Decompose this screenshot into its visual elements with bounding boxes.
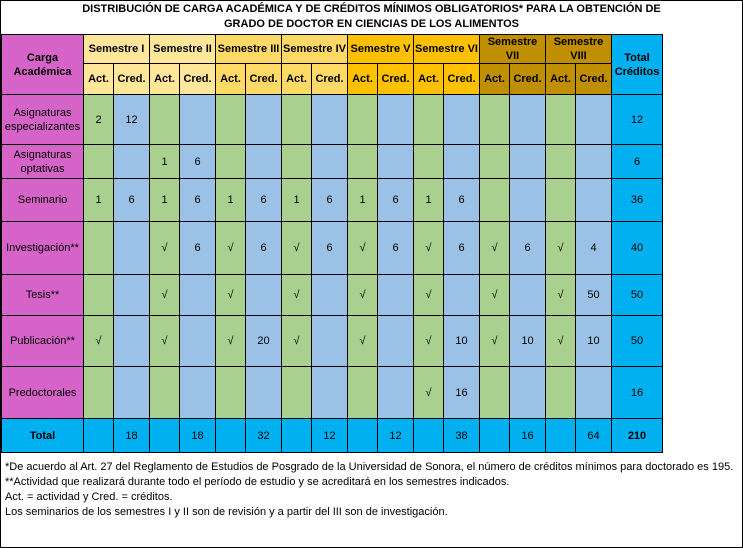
cred-cell: 6 — [246, 179, 282, 222]
row-label: Asignaturas especializantes — [2, 95, 84, 145]
cred-cell: 4 — [576, 222, 612, 275]
cred-cell: 6 — [444, 222, 480, 275]
footnote-2: **Actividad que realizará durante todo el período de estudio y se acreditará en los semestres indicados. — [5, 476, 510, 488]
act-cell: 2 — [84, 95, 114, 145]
row-total: 50 — [612, 316, 663, 367]
cred-cell — [312, 95, 348, 145]
row-total: 36 — [612, 179, 663, 222]
act-cell: √ — [348, 316, 378, 367]
cred-cell — [378, 316, 414, 367]
cred-cell — [114, 367, 150, 419]
act-cell — [414, 145, 444, 179]
cred-cell — [576, 145, 612, 179]
act-cell — [216, 95, 246, 145]
cred-cell — [378, 95, 414, 145]
row-total: 16 — [612, 367, 663, 419]
row-label: Tesis** — [2, 275, 84, 316]
header-cred: Cred. — [246, 64, 282, 95]
header-semester-1: Semestre I — [84, 35, 150, 64]
table-row — [2, 95, 663, 145]
table-row — [2, 316, 663, 367]
act-cell — [348, 367, 378, 419]
act-cell — [546, 367, 576, 419]
row-total: 210 — [612, 419, 663, 453]
cred-cell: 6 — [312, 179, 348, 222]
cred-cell — [246, 95, 282, 145]
cred-cell: 16 — [510, 419, 546, 453]
cred-cell — [378, 145, 414, 179]
header-cred: Cred. — [180, 64, 216, 95]
cred-cell — [114, 316, 150, 367]
table-row — [2, 179, 663, 222]
header-row-semesters — [2, 35, 663, 64]
act-cell: √ — [414, 316, 444, 367]
act-cell — [282, 95, 312, 145]
act-cell: 1 — [84, 179, 114, 222]
act-cell: √ — [150, 275, 180, 316]
cred-cell — [510, 95, 546, 145]
act-cell — [348, 95, 378, 145]
row-label: Investigación** — [2, 222, 84, 275]
credits-table — [1, 34, 663, 453]
act-cell: √ — [480, 316, 510, 367]
header-semester-6: Semestre VI — [414, 35, 480, 64]
header-act: Act. — [546, 64, 576, 95]
footnotes — [1, 458, 742, 520]
act-cell — [150, 419, 180, 453]
cred-cell — [444, 95, 480, 145]
cred-cell: 10 — [444, 316, 480, 367]
header-act: Act. — [216, 64, 246, 95]
cred-cell: 18 — [180, 419, 216, 453]
cred-cell: 50 — [576, 275, 612, 316]
act-cell — [480, 179, 510, 222]
header-semester-5: Semestre V — [348, 35, 414, 64]
cred-cell — [510, 367, 546, 419]
act-cell: 1 — [282, 179, 312, 222]
cred-cell — [510, 275, 546, 316]
cred-cell — [114, 222, 150, 275]
act-cell — [84, 222, 114, 275]
cred-cell: 38 — [444, 419, 480, 453]
act-cell: 1 — [150, 145, 180, 179]
header-act: Act. — [414, 64, 444, 95]
act-cell — [216, 367, 246, 419]
cred-cell: 12 — [312, 419, 348, 453]
row-label: Asignaturas optativas — [2, 145, 84, 179]
row-total: 50 — [612, 275, 663, 316]
act-cell — [414, 419, 444, 453]
table-row — [2, 367, 663, 419]
act-cell: √ — [480, 275, 510, 316]
cred-cell: 12 — [378, 419, 414, 453]
row-label: Publicación** — [2, 316, 84, 367]
cred-cell — [378, 275, 414, 316]
header-cred: Cred. — [378, 64, 414, 95]
cred-cell — [180, 316, 216, 367]
row-total: 40 — [612, 222, 663, 275]
cred-cell — [180, 367, 216, 419]
cred-cell: 6 — [378, 222, 414, 275]
cred-cell — [312, 275, 348, 316]
act-cell: √ — [414, 222, 444, 275]
act-cell: √ — [546, 316, 576, 367]
cred-cell: 6 — [180, 179, 216, 222]
header-semester-2: Semestre II — [150, 35, 216, 64]
act-cell — [282, 367, 312, 419]
cred-cell — [510, 179, 546, 222]
act-cell — [150, 367, 180, 419]
cred-cell: 18 — [114, 419, 150, 453]
act-cell: √ — [282, 222, 312, 275]
act-cell: 1 — [414, 179, 444, 222]
cred-cell — [510, 145, 546, 179]
header-carga: Carga Académica — [2, 35, 84, 95]
act-cell — [150, 95, 180, 145]
row-label: Seminario — [2, 179, 84, 222]
act-cell — [546, 179, 576, 222]
act-cell — [546, 145, 576, 179]
cred-cell: 6 — [510, 222, 546, 275]
footnote-1: *De acuerdo al Art. 27 del Reglamento de Estudios de Posgrado de la Universidad de Sonora, el número de créditos mínimos para doctorado es 195. — [5, 461, 734, 473]
act-cell — [546, 419, 576, 453]
cred-cell: 6 — [180, 222, 216, 275]
header-cred: Cred. — [114, 64, 150, 95]
header-cred: Cred. — [510, 64, 546, 95]
header-act: Act. — [480, 64, 510, 95]
row-label: Total — [2, 419, 84, 453]
cred-cell — [312, 316, 348, 367]
header-semester-8: Semestre VIII — [546, 35, 612, 64]
cred-cell: 6 — [246, 222, 282, 275]
cred-cell — [576, 95, 612, 145]
header-semester-3: Semestre III — [216, 35, 282, 64]
cred-cell: 10 — [576, 316, 612, 367]
act-cell — [480, 367, 510, 419]
cred-cell — [246, 367, 282, 419]
act-cell — [216, 145, 246, 179]
cred-cell — [378, 367, 414, 419]
act-cell — [282, 419, 312, 453]
act-cell — [480, 95, 510, 145]
header-cred: Cred. — [444, 64, 480, 95]
act-cell — [84, 419, 114, 453]
cred-cell — [114, 275, 150, 316]
act-cell — [216, 419, 246, 453]
cred-cell — [246, 275, 282, 316]
act-cell: √ — [282, 316, 312, 367]
title-line-2: GRADO DE DOCTOR EN CIENCIAS DE LOS ALIMENTOS — [224, 18, 519, 30]
act-cell: √ — [480, 222, 510, 275]
footnote-3: Act. = actividad y Cred. = créditos. — [5, 491, 173, 503]
cred-cell — [246, 145, 282, 179]
table-row — [2, 222, 663, 275]
cred-cell — [576, 367, 612, 419]
act-cell: 1 — [216, 179, 246, 222]
act-cell: √ — [348, 222, 378, 275]
act-cell — [84, 145, 114, 179]
cred-cell: 6 — [114, 179, 150, 222]
cred-cell: 6 — [378, 179, 414, 222]
cred-cell: 10 — [510, 316, 546, 367]
table-row — [2, 275, 663, 316]
table-title — [1, 1, 742, 35]
act-cell — [348, 145, 378, 179]
header-act: Act. — [348, 64, 378, 95]
cred-cell — [180, 275, 216, 316]
header-cred: Cred. — [576, 64, 612, 95]
act-cell: √ — [414, 367, 444, 419]
header-semester-7: Semestre VII — [480, 35, 546, 64]
header-act: Act. — [282, 64, 312, 95]
act-cell: √ — [216, 222, 246, 275]
act-cell: √ — [546, 222, 576, 275]
act-cell: 1 — [150, 179, 180, 222]
cred-cell: 6 — [312, 222, 348, 275]
cred-cell — [114, 145, 150, 179]
cred-cell: 20 — [246, 316, 282, 367]
act-cell — [480, 419, 510, 453]
table-row — [2, 145, 663, 179]
act-cell: √ — [84, 316, 114, 367]
act-cell — [414, 95, 444, 145]
row-total: 12 — [612, 95, 663, 145]
act-cell: √ — [150, 316, 180, 367]
total-row — [2, 419, 663, 453]
cred-cell: 6 — [444, 179, 480, 222]
act-cell — [348, 419, 378, 453]
header-row-act-cred — [2, 64, 663, 95]
act-cell — [282, 145, 312, 179]
cred-cell — [444, 145, 480, 179]
header-semester-4: Semestre IV — [282, 35, 348, 64]
cred-cell: 6 — [180, 145, 216, 179]
act-cell: √ — [216, 316, 246, 367]
title-line-1: DISTRIBUCIÓN DE CARGA ACADÉMICA Y DE CRÉDITOS MÍNIMOS OBLIGATORIOS* PARA LA OBTENCIÓN DE — [82, 3, 661, 15]
act-cell: √ — [282, 275, 312, 316]
row-label: Predoctorales — [2, 367, 84, 419]
act-cell — [84, 275, 114, 316]
header-total: Total Créditos — [612, 35, 663, 95]
cred-cell — [180, 95, 216, 145]
act-cell: √ — [150, 222, 180, 275]
footnote-4: Los seminarios de los semestres I y II son de revisión y a partir del III son de investigación. — [5, 506, 448, 518]
act-cell — [84, 367, 114, 419]
header-act: Act. — [84, 64, 114, 95]
cred-cell — [312, 367, 348, 419]
cred-cell: 12 — [114, 95, 150, 145]
cred-cell: 32 — [246, 419, 282, 453]
cred-cell — [312, 145, 348, 179]
cred-cell — [576, 179, 612, 222]
cred-cell: 16 — [444, 367, 480, 419]
cred-cell — [444, 275, 480, 316]
act-cell: 1 — [348, 179, 378, 222]
act-cell — [546, 95, 576, 145]
cred-cell: 64 — [576, 419, 612, 453]
act-cell: √ — [348, 275, 378, 316]
act-cell: √ — [216, 275, 246, 316]
header-act: Act. — [150, 64, 180, 95]
act-cell: √ — [414, 275, 444, 316]
header-cred: Cred. — [312, 64, 348, 95]
row-total: 6 — [612, 145, 663, 179]
act-cell: √ — [546, 275, 576, 316]
act-cell — [480, 145, 510, 179]
